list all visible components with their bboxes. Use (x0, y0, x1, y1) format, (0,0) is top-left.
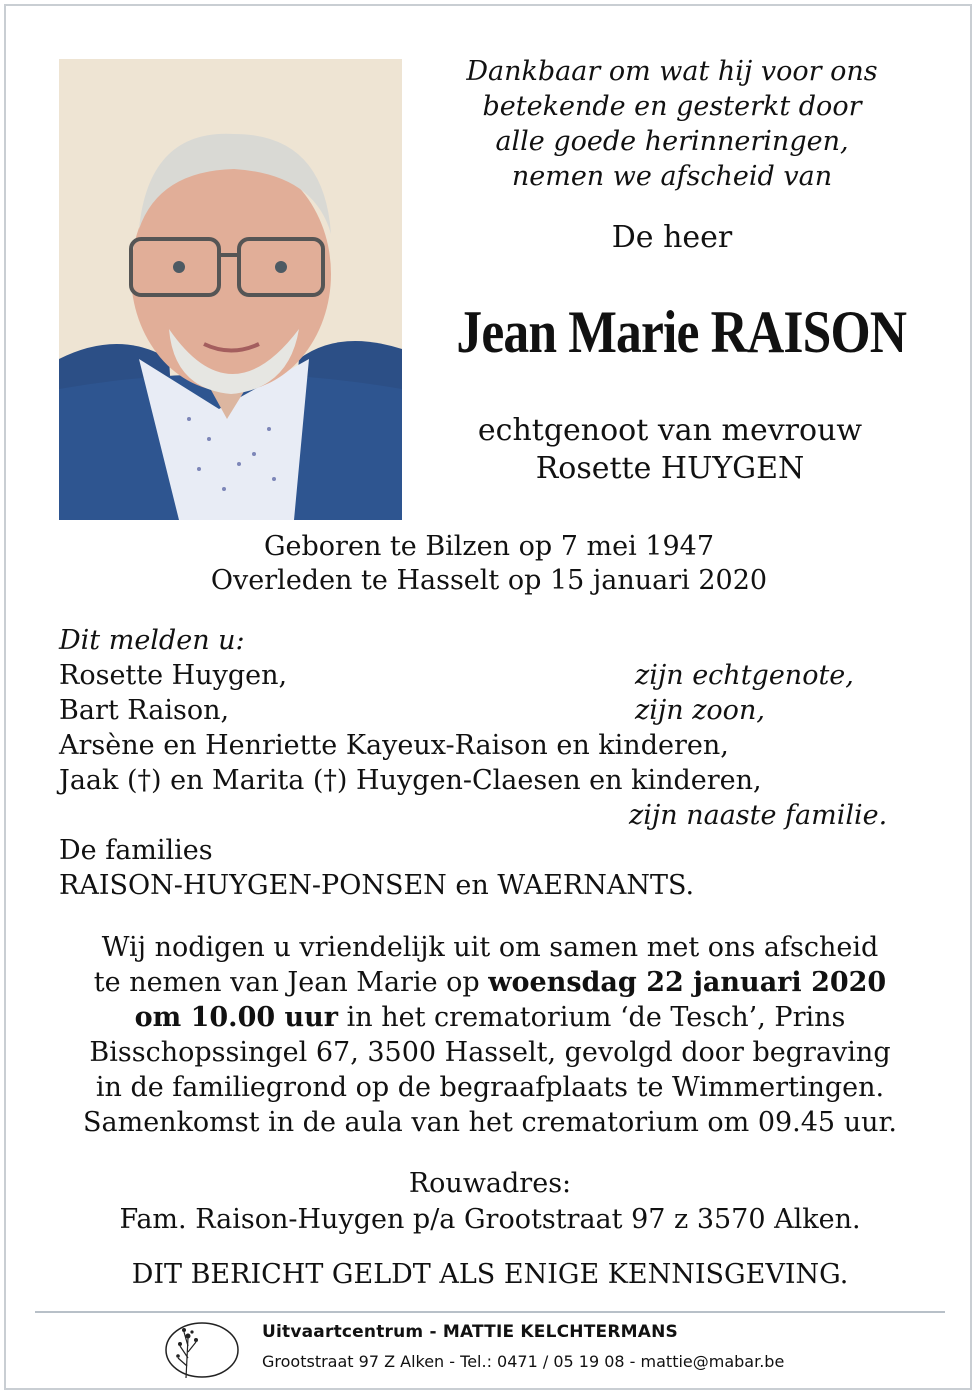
family-member: Arsène en Henriette Kayeux-Raison en kinderen, (59, 730, 729, 761)
families-names: RAISON-HUYGEN-PONSEN en WAERNANTS. (59, 870, 695, 901)
spouse-info (420, 412, 920, 488)
family-member: Jaak (†) en Marita (†) Huygen-Claesen en kinderen, (59, 765, 762, 796)
ceremony-time: om 10.00 uur (134, 1002, 339, 1033)
funeral-home-contact: Grootstraat 97 Z Alken - Tel.: 0471 / 05 19 08 - mattie@mabar.be (262, 1352, 785, 1371)
family-row (59, 728, 919, 763)
life-dates (59, 530, 919, 598)
family-relation: zijn zoon, (635, 695, 765, 726)
ceremony-date: woensdag 22 januari 2020 (488, 967, 887, 998)
family-member: Bart Raison, (59, 695, 230, 726)
invite-text: in het crematorium ‘de Tesch’, Prins (338, 1002, 846, 1033)
invite-line: in de familiegrond op de begraafplaats te Wimmertingen. (95, 1072, 885, 1103)
invite-line (40, 965, 940, 1000)
funeral-home-name: Uitvaartcentrum - MATTIE KELCHTERMANS (262, 1322, 678, 1342)
family-list (59, 623, 919, 903)
portrait-photo (59, 59, 402, 520)
death-date: Overleden te Hasselt op 15 januari 2020 (210, 565, 768, 596)
family-relation: zijn naaste familie. (629, 800, 888, 831)
salutation: De heer (611, 220, 733, 255)
invite-line (40, 1000, 940, 1035)
invite-text: te nemen van Jean Marie op (93, 967, 489, 998)
invite-line: Wij nodigen u vriendelijk uit om samen met ons afscheid (101, 932, 879, 963)
ceremony-invitation (40, 930, 940, 1140)
notice: DIT BERICHT GELDT ALS ENIGE KENNISGEVING. (131, 1259, 849, 1290)
flower-logo-icon (160, 1318, 240, 1382)
address-label: Rouwadres: (408, 1168, 572, 1199)
deceased-name: Jean Marie RAISON (456, 299, 907, 365)
family-row (59, 693, 919, 728)
invite-line: Samenkomst in de aula van het crematorium om 09.45 uur. (83, 1107, 897, 1138)
portrait-illustration (59, 59, 402, 520)
family-row (59, 658, 919, 693)
intro-line: betekende en gesterkt door (482, 91, 862, 122)
address-text: Fam. Raison-Huygen p/a Grootstraat 97 z 3570 Alken. (119, 1204, 861, 1235)
spouse-name: Rosette HUYGEN (535, 451, 805, 486)
family-member: Rosette Huygen, (59, 660, 288, 691)
invite-line: Bisschopssingel 67, 3500 Hasselt, gevolgd door begraving (89, 1037, 891, 1068)
family-row (59, 763, 919, 798)
family-relation: zijn echtgenote, (635, 660, 854, 691)
mourning-address (40, 1166, 940, 1238)
divider (35, 1311, 945, 1313)
family-intro: Dit melden u: (59, 625, 245, 656)
intro-line: Dankbaar om wat hij voor ons (466, 56, 878, 87)
intro-line: alle goede herinneringen, (495, 126, 849, 157)
intro-text (432, 54, 912, 194)
family-row (59, 798, 919, 833)
intro-line: nemen we afscheid van (511, 161, 833, 192)
birth-date: Geboren te Bilzen op 7 mei 1947 (263, 531, 715, 562)
families-label: De families (59, 835, 213, 866)
spouse-line: echtgenoot van mevrouw (477, 413, 863, 448)
